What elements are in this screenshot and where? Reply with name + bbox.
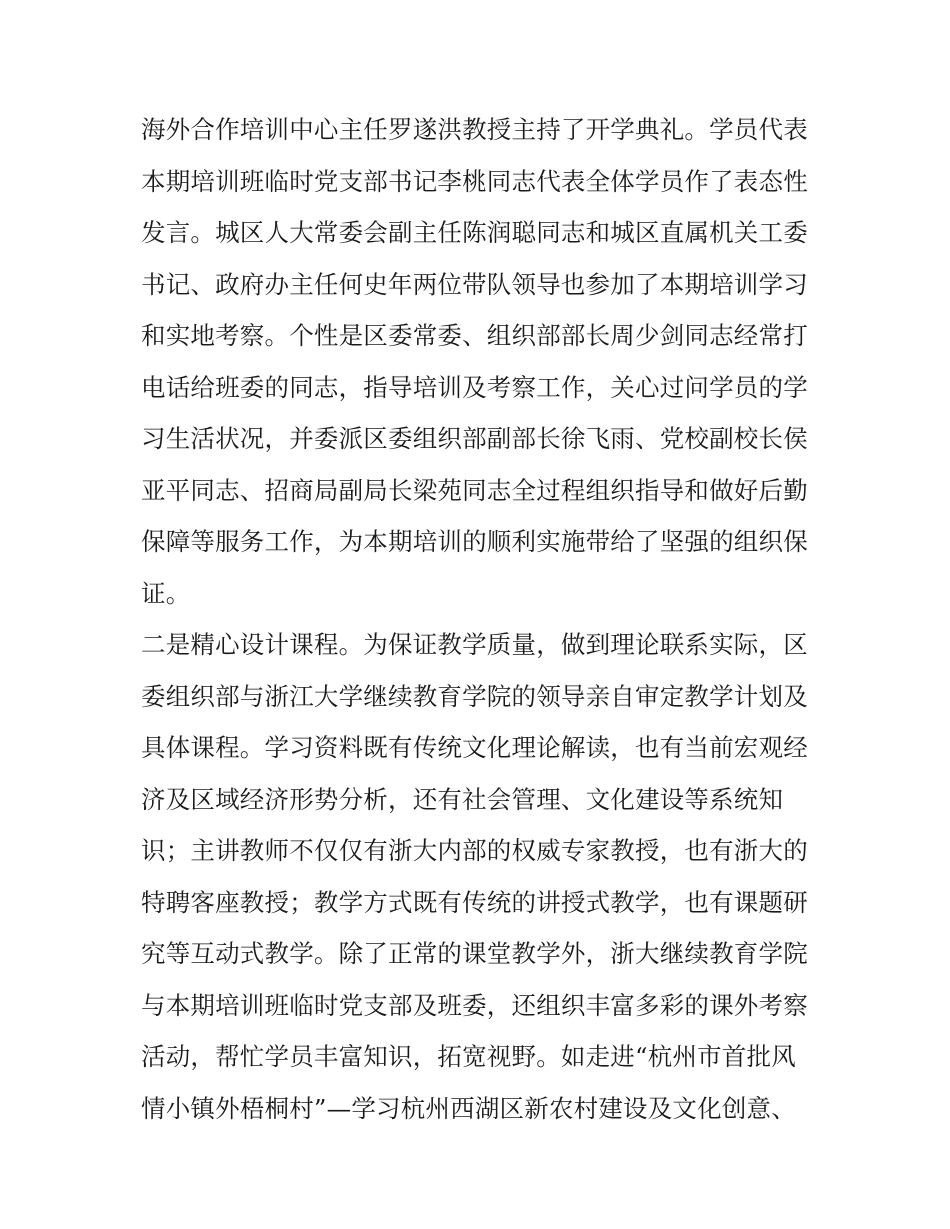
text-line: 习生活状况，并委派区委组织部副部长徐飞雨、党校副校长侯 [141,424,808,453]
text-line: 和实地考察。个性是区委常委、组织部部长周少剑同志经常打 [141,321,808,350]
text-line: 活动，帮忙学员丰富知识，拓宽视野。如走进“杭州市首批风 [141,1042,796,1071]
text-line: 证。 [141,578,191,608]
text-line: 二是精心设计课程。为保证教学质量，做到理论联系实际，区 [141,630,808,659]
text-line: 电话给班委的同志，指导培训及考察工作，关心过问学员的学 [141,372,808,402]
text-line: 本期培训班临时党支部书记李桃同志代表全体学员作了表态性 [141,166,808,196]
text-line: 发言。城区人大常委会副主任陈润聪同志和城区直属机关工委 [141,218,808,247]
text-line: 海外合作培训中心主任罗遂洪教授主持了开学典礼。学员代表 [141,115,808,144]
text-line: 具体课程。学习资料既有传统文化理论解读，也有当前宏观经 [141,733,808,762]
text-line: 究等互动式教学。除了正常的课堂教学外，浙大继续教育学院 [141,939,808,968]
text-line: 亚平同志、招商局副局长梁苑同志全过程组织指导和做好后勤 [141,475,808,505]
text-line: 保障等服务工作，为本期培训的顺利实施带给了坚强的组织保 [141,527,808,556]
text-line: 委组织部与浙江大学继续教育学院的领导亲自审定教学计划及 [141,681,808,711]
text-line: 济及区域经济形势分析，还有社会管理、文化建设等系统知 [141,784,784,814]
text-line: 书记、政府办主任何史年两位带队领导也参加了本期培训学习 [141,269,808,299]
document-body [141,104,821,1134]
text-line: 特聘客座教授；教学方式既有传统的讲授式教学，也有课题研 [141,887,808,917]
text-line: 与本期培训班临时党支部及班委，还组织丰富多彩的课外考察 [141,990,808,1020]
text-line: 识；主讲教师不仅仅有浙大内部的权威专家教授，也有浙大的 [141,836,808,865]
text-line: 情小镇外梧桐村”—学习杭州西湖区新农村建设及文化创意、 [141,1093,796,1123]
